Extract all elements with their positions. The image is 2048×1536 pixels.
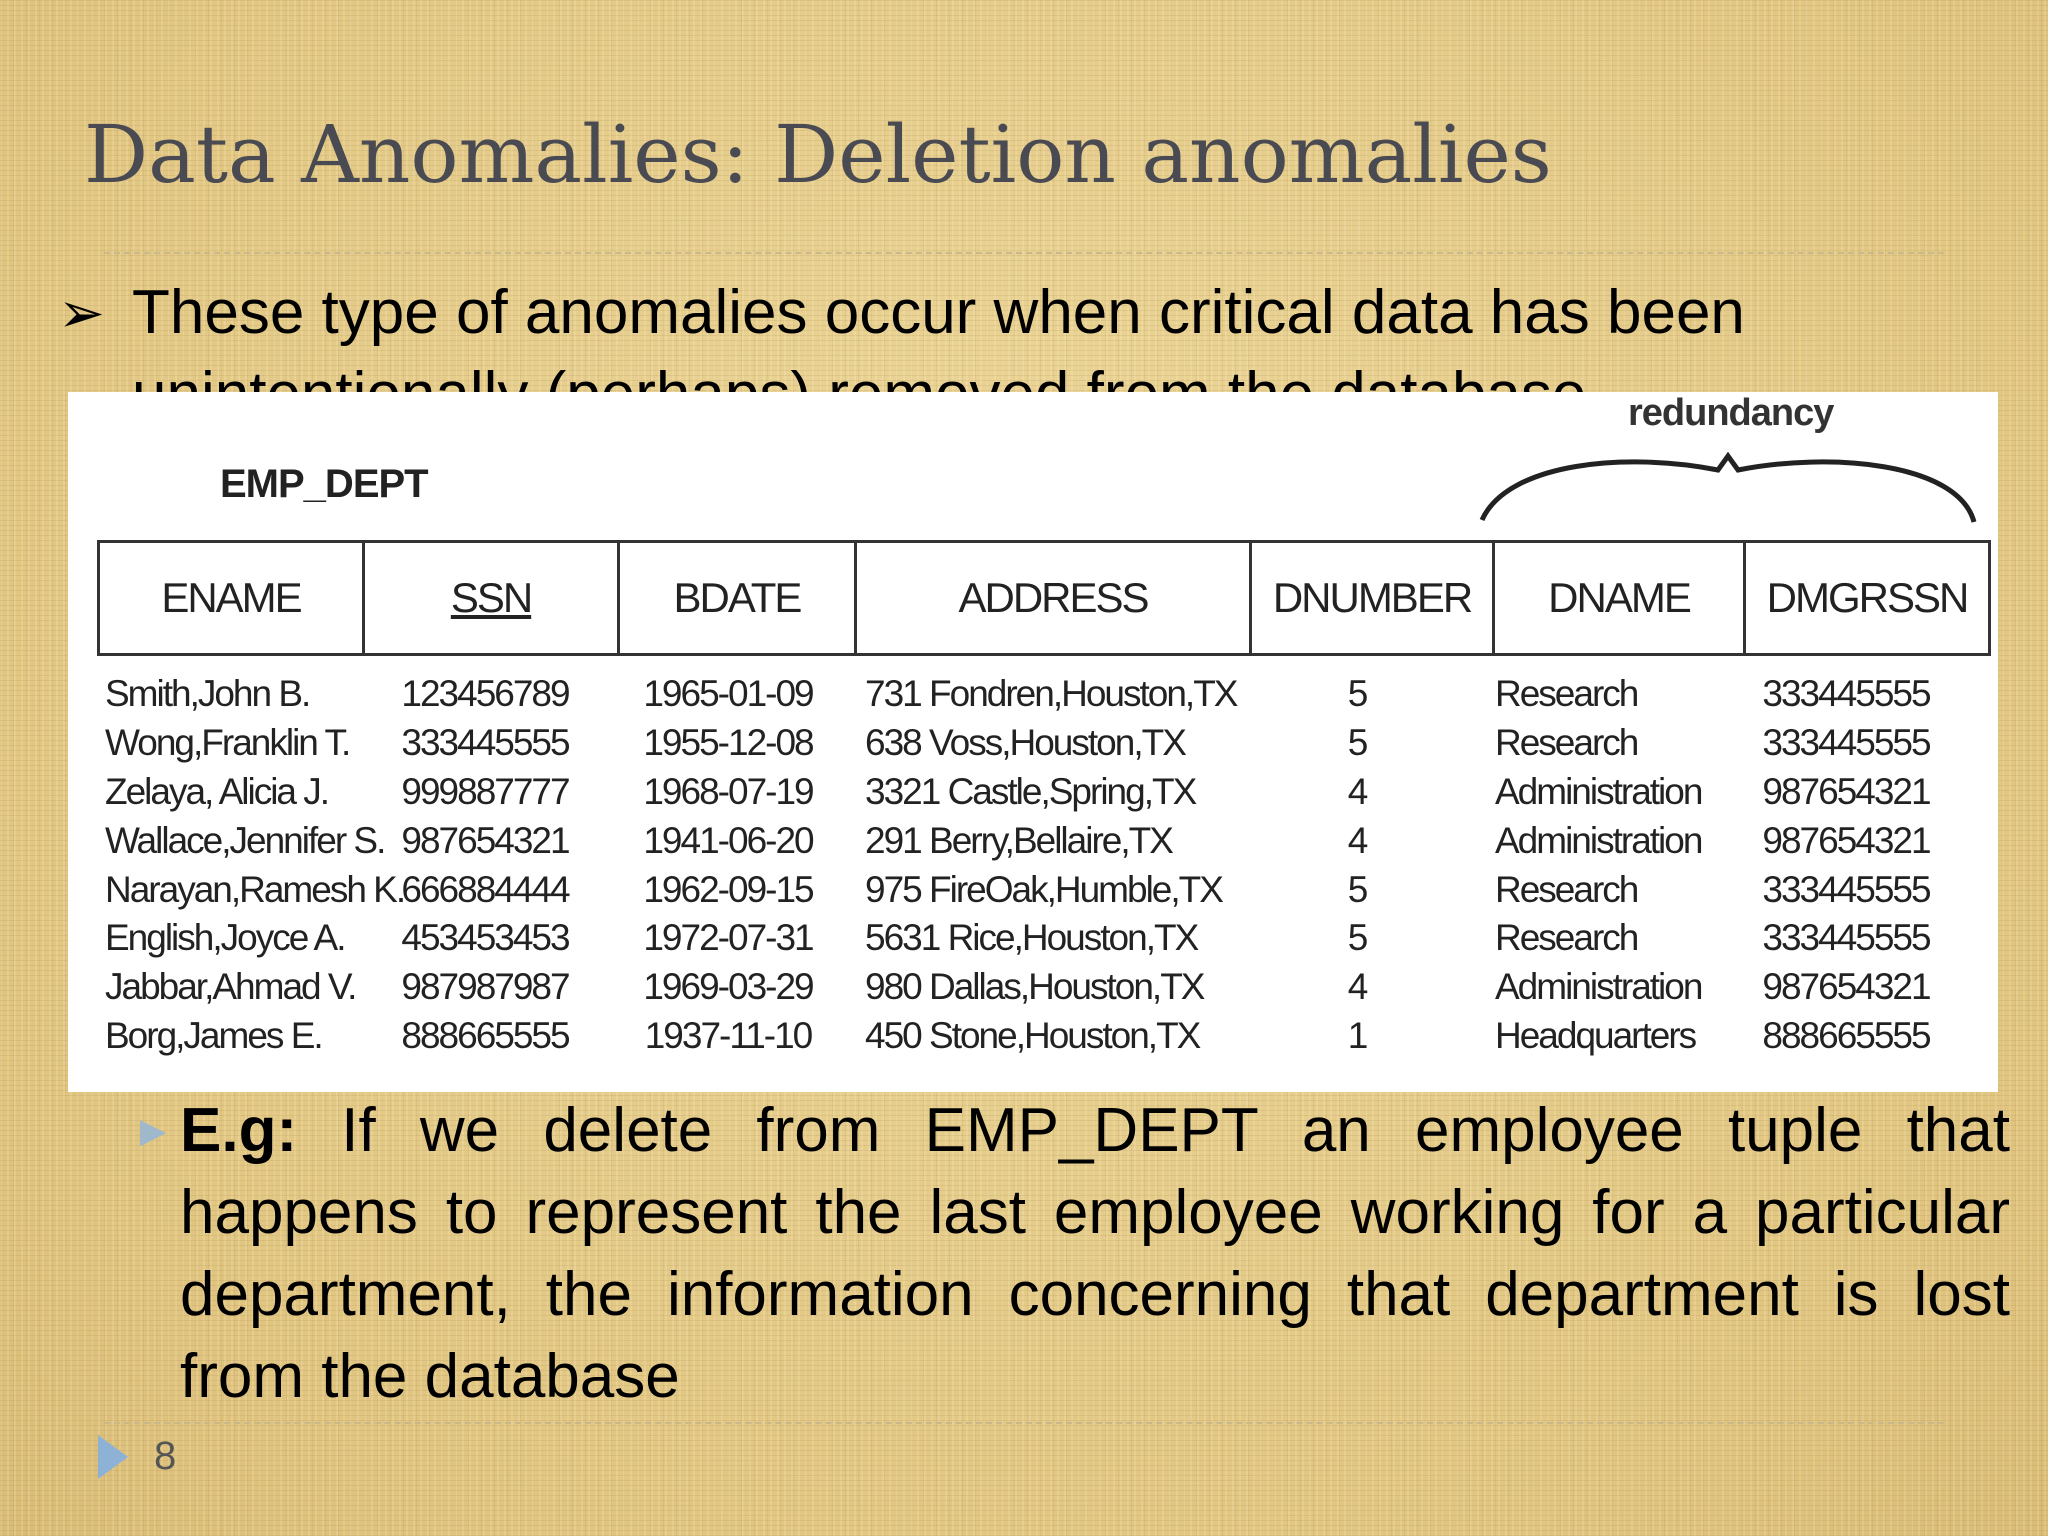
table-cell: 1972-07-31 xyxy=(643,917,813,959)
table-cell: 5 xyxy=(1347,868,1367,910)
page-number xyxy=(98,1434,176,1479)
example-lead: E.g: xyxy=(180,1096,298,1165)
table-cell: Narayan,Ramesh K. xyxy=(105,868,405,910)
bullet-example-text xyxy=(180,1090,2010,1418)
column-header-dmgrssn: DMGRSSN xyxy=(1766,574,1968,621)
table-cell: 888665555 xyxy=(1762,1014,1930,1056)
table-cell: 333445555 xyxy=(1762,917,1930,959)
table-cell: Research xyxy=(1495,868,1638,910)
table-cell: 5631 Rice,Houston,TX xyxy=(865,917,1198,959)
table-cell: 1955-12-08 xyxy=(643,722,813,764)
column-header-dname: DNAME xyxy=(1495,543,1746,653)
table-cell: 333445555 xyxy=(1762,673,1930,715)
slide-title: Data Anomalies: Deletion anomalies xyxy=(84,108,1552,201)
table-header xyxy=(97,540,1991,656)
table-cell: Headquarters xyxy=(1495,1014,1696,1056)
table-cell: Research xyxy=(1495,917,1638,959)
table-cell: 1969-03-29 xyxy=(643,966,813,1008)
arrow-bullet-icon: ➢ xyxy=(58,281,105,344)
table-cell: 999887777 xyxy=(401,770,569,812)
page-number-text: 8 xyxy=(154,1434,177,1478)
bullet-example xyxy=(140,1090,2010,1418)
table-cell: 987654321 xyxy=(401,819,569,861)
table-cell: 5 xyxy=(1347,722,1367,764)
table-cell: 333445555 xyxy=(1762,722,1930,764)
column-header-ename: ENAME xyxy=(100,543,365,653)
relation-name: EMP_DEPT xyxy=(220,462,428,506)
table-cell: 1 xyxy=(1347,1014,1367,1056)
table-cell: Research xyxy=(1495,673,1638,715)
table-cell: 1962-09-15 xyxy=(643,868,813,910)
table-cell: 1968-07-19 xyxy=(643,770,813,812)
table-cell: 638 Voss,Houston,TX xyxy=(865,722,1185,764)
table-cell: 1937-11-10 xyxy=(644,1014,812,1056)
table-cell: 4 xyxy=(1347,966,1367,1008)
table-cell: 731 Fondren,Houston,TX xyxy=(865,673,1237,715)
table-cell: 4 xyxy=(1347,819,1367,861)
table-cell: Administration xyxy=(1495,819,1702,861)
table-cell: Wong,Franklin T. xyxy=(105,722,350,764)
table-cell: Administration xyxy=(1495,770,1702,812)
table-cell: 975 FireOak,Humble,TX xyxy=(865,868,1222,910)
table-cell: 666884444 xyxy=(401,868,569,910)
table-cell: 5 xyxy=(1347,673,1367,715)
table-cell: Research xyxy=(1495,722,1638,764)
column-header-ssn: SSN xyxy=(365,543,620,653)
example-body: If we delete from EMP_DEPT an employee tuple that happens to represent the last employee working for a particular department, the information concerning that department is lost from the database xyxy=(180,1096,2010,1411)
emp-dept-figure xyxy=(68,392,1998,1092)
table-cell: 1941-06-20 xyxy=(643,819,813,861)
table-row xyxy=(97,914,1967,963)
table-cell: Wallace,Jennifer S. xyxy=(105,819,385,861)
redundancy-label: redundancy xyxy=(1628,392,1834,434)
table-row xyxy=(97,816,1967,865)
table-cell: 1965-01-09 xyxy=(643,673,813,715)
table-cell: 987654321 xyxy=(1762,966,1930,1008)
footer-divider xyxy=(104,1422,1944,1424)
table-cell: 333445555 xyxy=(1762,868,1930,910)
table-cell: 987654321 xyxy=(1762,770,1930,812)
table-cell: 450 Stone,Houston,TX xyxy=(865,1014,1200,1056)
table-cell: 5 xyxy=(1347,917,1367,959)
table-body xyxy=(97,670,1967,1060)
table-cell: 4 xyxy=(1347,770,1367,812)
table-cell: 123456789 xyxy=(401,673,569,715)
page-triangle-icon xyxy=(98,1435,128,1479)
table-cell: 987654321 xyxy=(1762,819,1930,861)
table-cell: 987987987 xyxy=(401,966,569,1008)
title-divider xyxy=(104,252,1944,254)
table-cell: English,Joyce A. xyxy=(105,917,345,959)
table-cell: Borg,James E. xyxy=(105,1014,322,1056)
column-header-dnumber: DNUMBER xyxy=(1252,543,1495,653)
table-row xyxy=(97,719,1967,768)
table-row xyxy=(97,1012,1967,1061)
table-row xyxy=(97,963,1967,1012)
table-cell: Administration xyxy=(1495,966,1702,1008)
table-cell: 980 Dallas,Houston,TX xyxy=(865,966,1204,1008)
table-cell: 453453453 xyxy=(401,917,569,959)
column-header-bdate: BDATE xyxy=(620,543,857,653)
table-row xyxy=(97,670,1967,719)
table-row xyxy=(97,865,1967,914)
bullet-definition-text: These type of anomalies occur when critical data has been xyxy=(132,278,1745,347)
table-row xyxy=(97,768,1967,817)
column-header-address: ADDRESS xyxy=(857,543,1252,653)
table-cell: 333445555 xyxy=(401,722,569,764)
table-cell: Jabbar,Ahmad V. xyxy=(105,966,356,1008)
table-cell: 291 Berry,Bellaire,TX xyxy=(865,819,1172,861)
triangle-bullet-icon: ▶ xyxy=(140,1112,167,1150)
table-cell: 3321 Castle,Spring,TX xyxy=(865,770,1196,812)
table-cell: Zelaya, Alicia J. xyxy=(105,770,329,812)
table-cell: Smith,John B. xyxy=(105,673,310,715)
table-cell: 888665555 xyxy=(401,1014,569,1056)
